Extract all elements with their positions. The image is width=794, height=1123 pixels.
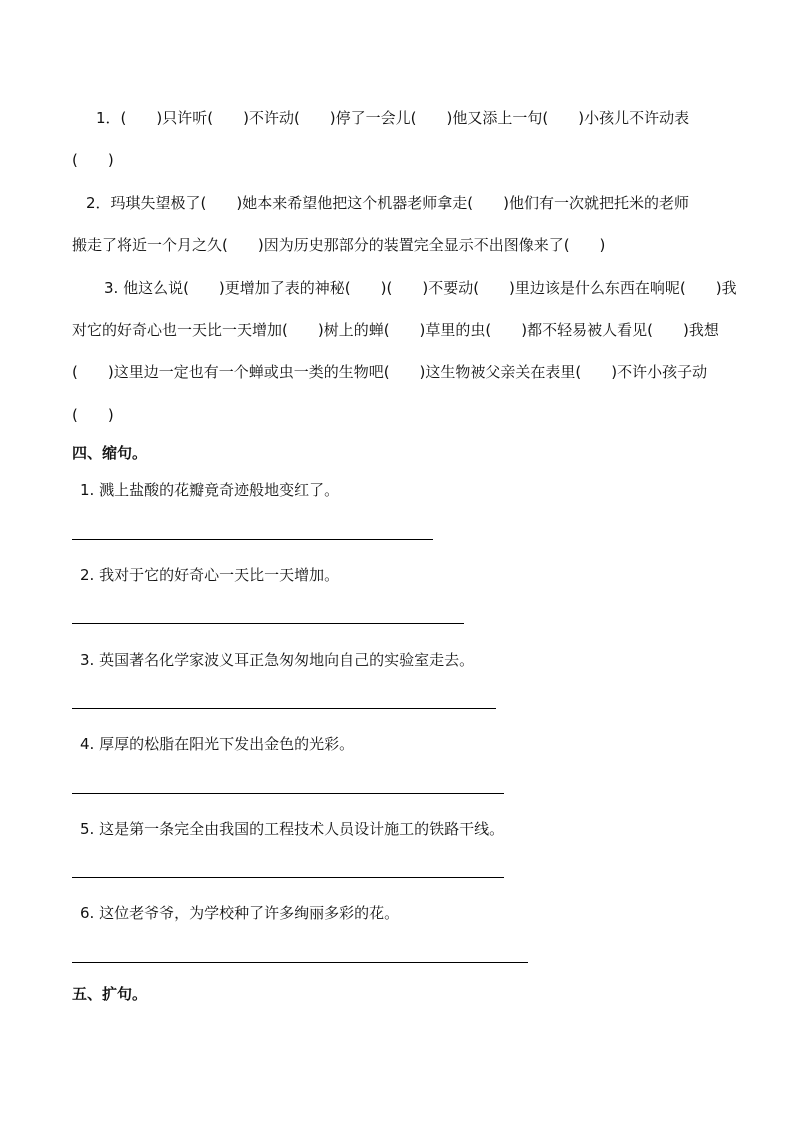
- section4-item-6: 6. 这位老爷爷，为学校种了许多绚丽多彩的花。: [80, 904, 400, 922]
- q3-line3: ( )这里边一定也有一个蝉或虫一类的生物吧( )这生物被父亲关在表里( )不许小孩子动: [72, 363, 708, 381]
- section4-item-4: 4. 厚厚的松脂在阳光下发出金色的光彩。: [80, 735, 355, 753]
- q3-line4: ( ): [72, 406, 114, 424]
- section4-item-1: 1. 溅上盐酸的花瓣竟奇迹般地变红了。: [80, 481, 340, 499]
- section4-heading: 四、缩句。: [72, 444, 148, 462]
- section4-item-5: 5. 这是第一条完全由我国的工程技术人员设计施工的铁路干线。: [80, 820, 505, 838]
- q2-line1: 2．玛琪失望极了( )她本来希望他把这个机器老师拿走( )他们有一次就把托米的老师: [86, 194, 689, 212]
- section4-item-3: 3. 英国著名化学家波义耳正急匆匆地向自己的实验室走去。: [80, 651, 475, 669]
- q1-line1: 1．( )只许听( )不许动( )停了一会儿( )他又添上一句( )小孩儿不许动表: [96, 109, 690, 127]
- q1-line2: ( ): [72, 151, 114, 169]
- answer-line-3[interactable]: [72, 708, 496, 709]
- q3-line2: 对它的好奇心也一天比一天增加( )树上的蝉( )草里的虫( )都不轻易被人看见( )我想: [72, 321, 719, 339]
- q2-line2: 搬走了将近一个月之久( )因为历史那部分的装置完全显示不出图像来了( ): [72, 236, 606, 254]
- section4-item-2: 2. 我对于它的好奇心一天比一天增加。: [80, 566, 340, 584]
- answer-line-5[interactable]: [72, 877, 504, 878]
- answer-line-6[interactable]: [72, 962, 528, 963]
- q3-line1: 3. 他这么说( )更增加了表的神秘( )( )不要动( )里边该是什么东西在响呢( )我: [104, 279, 737, 297]
- answer-line-2[interactable]: [72, 623, 464, 624]
- answer-line-1[interactable]: [72, 539, 433, 540]
- answer-line-4[interactable]: [72, 793, 504, 794]
- section5-heading: 五、扩句。: [72, 985, 148, 1003]
